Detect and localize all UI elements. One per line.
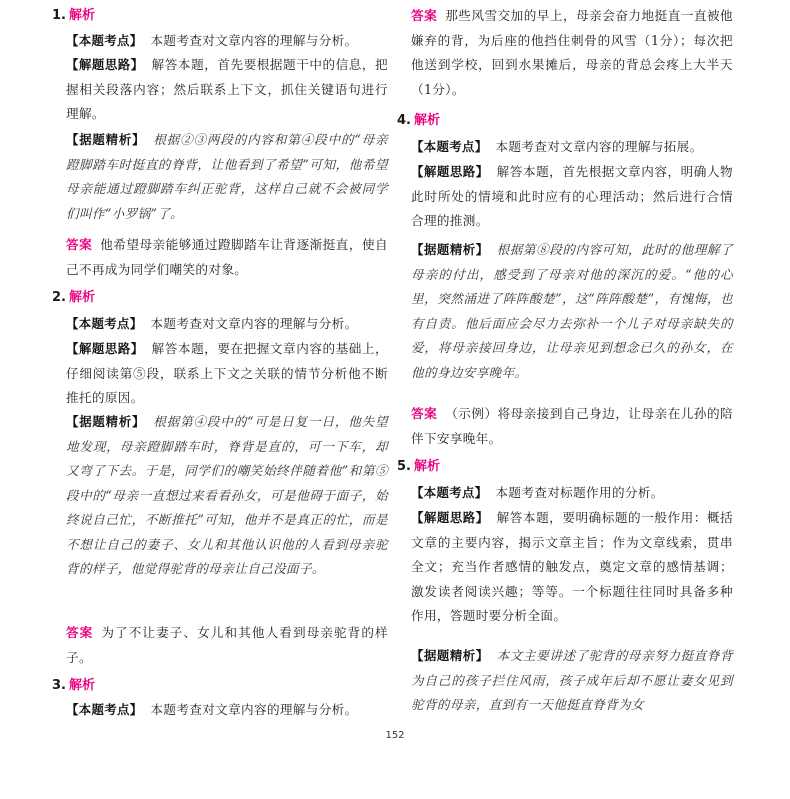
kaodian-text: 本题考查对文章内容的理解与分析。 xyxy=(150,316,358,331)
kaodian-tag: 【本题考点】 xyxy=(411,139,488,154)
q3-answer xyxy=(411,4,733,102)
jingxi-tag: 【据题精析】 xyxy=(66,132,146,147)
question-1-heading xyxy=(52,6,95,26)
q1-kaodian xyxy=(66,29,388,54)
question-4-heading xyxy=(397,111,440,131)
q1-silu xyxy=(66,53,388,127)
q4-kaodian xyxy=(411,135,733,160)
q2-kaodian xyxy=(66,312,388,337)
jingxi-text: 根据②③两段的内容和第④段中的“母亲蹬脚踏车时挺直的脊背，让他看到了希望”可知，他希望母亲能通过蹬脚踏车纠正驼背，这样自己就不会被同学们叫作“小罗锅”了。 xyxy=(66,132,388,221)
analysis-label: 解析 xyxy=(68,678,95,693)
kaodian-text: 本题考查对标题作用的分析。 xyxy=(495,485,664,500)
analysis-label: 解析 xyxy=(68,8,95,23)
question-3-heading xyxy=(52,676,95,696)
kaodian-tag: 【本题考点】 xyxy=(66,702,143,717)
kaodian-tag: 【本题考点】 xyxy=(66,316,143,331)
q4-answer xyxy=(411,402,733,451)
question-number: 3. xyxy=(52,678,66,693)
jingxi-text: 本文主要讲述了驼背的母亲努力挺直脊背为自己的孩子拦住风雨，孩子成年后却不愿让妻女见到驼背的母亲，直到有一天他挺直脊背为女 xyxy=(411,648,733,712)
question-5-heading xyxy=(397,457,440,477)
q2-silu xyxy=(66,337,388,411)
q1-answer xyxy=(66,233,388,282)
answer-tag: 答案 xyxy=(66,237,93,252)
silu-tag: 【解题思路】 xyxy=(411,510,489,525)
kaodian-text: 本题考查对文章内容的理解与拓展。 xyxy=(495,139,703,154)
q2-answer xyxy=(66,621,388,670)
q5-silu xyxy=(411,506,733,629)
analysis-label: 解析 xyxy=(413,459,440,474)
silu-text: 解答本题，要在把握文章内容的基础上，仔细阅读第⑤段，联系上下文之关联的情节分析他不断推托的原因。 xyxy=(66,341,388,405)
question-number: 4. xyxy=(397,113,411,128)
q5-kaodian xyxy=(411,481,733,506)
q4-jingxi xyxy=(411,238,733,385)
silu-tag: 【解题思路】 xyxy=(66,341,144,356)
jingxi-tag: 【据题精析】 xyxy=(411,242,489,257)
answer-text: 那些风雪交加的早上，母亲会奋力地挺直一直被他嫌弃的背，为后座的他挡住刺骨的风雪（1分）；每次把他送到学校，回到水果摊后，母亲的背总会疼上大半天（1分）。 xyxy=(411,8,734,97)
silu-tag: 【解题思路】 xyxy=(66,57,144,72)
jingxi-tag: 【据题精析】 xyxy=(66,414,146,429)
answer-text: （示例）将母亲接到自己身边，让母亲在儿孙的陪伴下安享晚年。 xyxy=(411,406,734,446)
answer-tag: 答案 xyxy=(66,625,94,640)
jingxi-tag: 【据题精析】 xyxy=(411,648,489,663)
answer-text: 他希望母亲能够通过蹬脚踏车让背逐渐挺直，使自己不再成为同学们嘲笑的对象。 xyxy=(66,237,389,277)
answer-tag: 答案 xyxy=(411,8,438,23)
jingxi-text: 根据第④段中的“可是日复一日，他失望地发现，母亲蹬脚踏车时，脊背是直的，可一下车，却又弯了下去。于是，同学们的嘲笑始终伴随着他”和第⑤段中的“母亲一直想过来看看孙女，可是他碍于面子，始终说自己忙，不断推托”可知，他并不是真正的忙，而是不想让自己的妻子、女儿和其他认识他的人看到母亲驼背的样子，他觉得驼背的母亲让自己没面子。 xyxy=(66,414,388,576)
kaodian-tag: 【本题考点】 xyxy=(66,33,143,48)
q2-jingxi xyxy=(66,410,388,582)
question-number: 5. xyxy=(397,459,411,474)
q5-jingxi xyxy=(411,644,733,718)
answer-tag: 答案 xyxy=(411,406,438,421)
question-number: 1. xyxy=(52,8,66,23)
answer-text: 为了不让妻子、女儿和其他人看到母亲驼背的样子。 xyxy=(66,625,388,665)
kaodian-tag: 【本题考点】 xyxy=(411,485,488,500)
jingxi-text: 根据第⑧段的内容可知，此时的他理解了母亲的付出，感受到了母亲对他的深沉的爱。“他的心里，突然涌进了阵阵酸楚”，这“阵阵酸楚”，有愧悔，也有自责。他后面应会尽力去弥补一个儿子对母亲缺失的爱，将母亲接回身边，让母亲见到想念已久的孙女，在他的身边安享晚年。 xyxy=(411,242,733,380)
q3-kaodian xyxy=(66,698,388,723)
silu-text: 解答本题，要明确标题的一般作用：概括文章的主要内容，揭示文章主旨；作为文章线索，贯串全文；充当作者感情的触发点，奠定文章的感情基调；激发读者阅读兴趣；等等。一个标题往往同时具备多种作用，答题时要分析全面。 xyxy=(411,510,733,623)
analysis-label: 解析 xyxy=(68,290,95,305)
question-2-heading xyxy=(52,288,95,308)
analysis-label: 解析 xyxy=(413,113,440,128)
kaodian-text: 本题考查对文章内容的理解与分析。 xyxy=(150,33,358,48)
kaodian-text: 本题考查对文章内容的理解与分析。 xyxy=(150,702,358,717)
silu-text: 解答本题，首先要根据题干中的信息，把握相关段落内容；然后联系上下文，抓住关键语句进行理解。 xyxy=(66,57,388,121)
silu-tag: 【解题思路】 xyxy=(411,164,489,179)
page-number: 152 xyxy=(385,730,405,741)
q1-jingxi xyxy=(66,128,388,226)
question-number: 2. xyxy=(52,290,66,305)
silu-text: 解答本题，首先根据文章内容，明确人物此时所处的情境和此时应有的心理活动；然后进行合情合理的推测。 xyxy=(411,164,733,228)
q4-silu xyxy=(411,160,733,234)
